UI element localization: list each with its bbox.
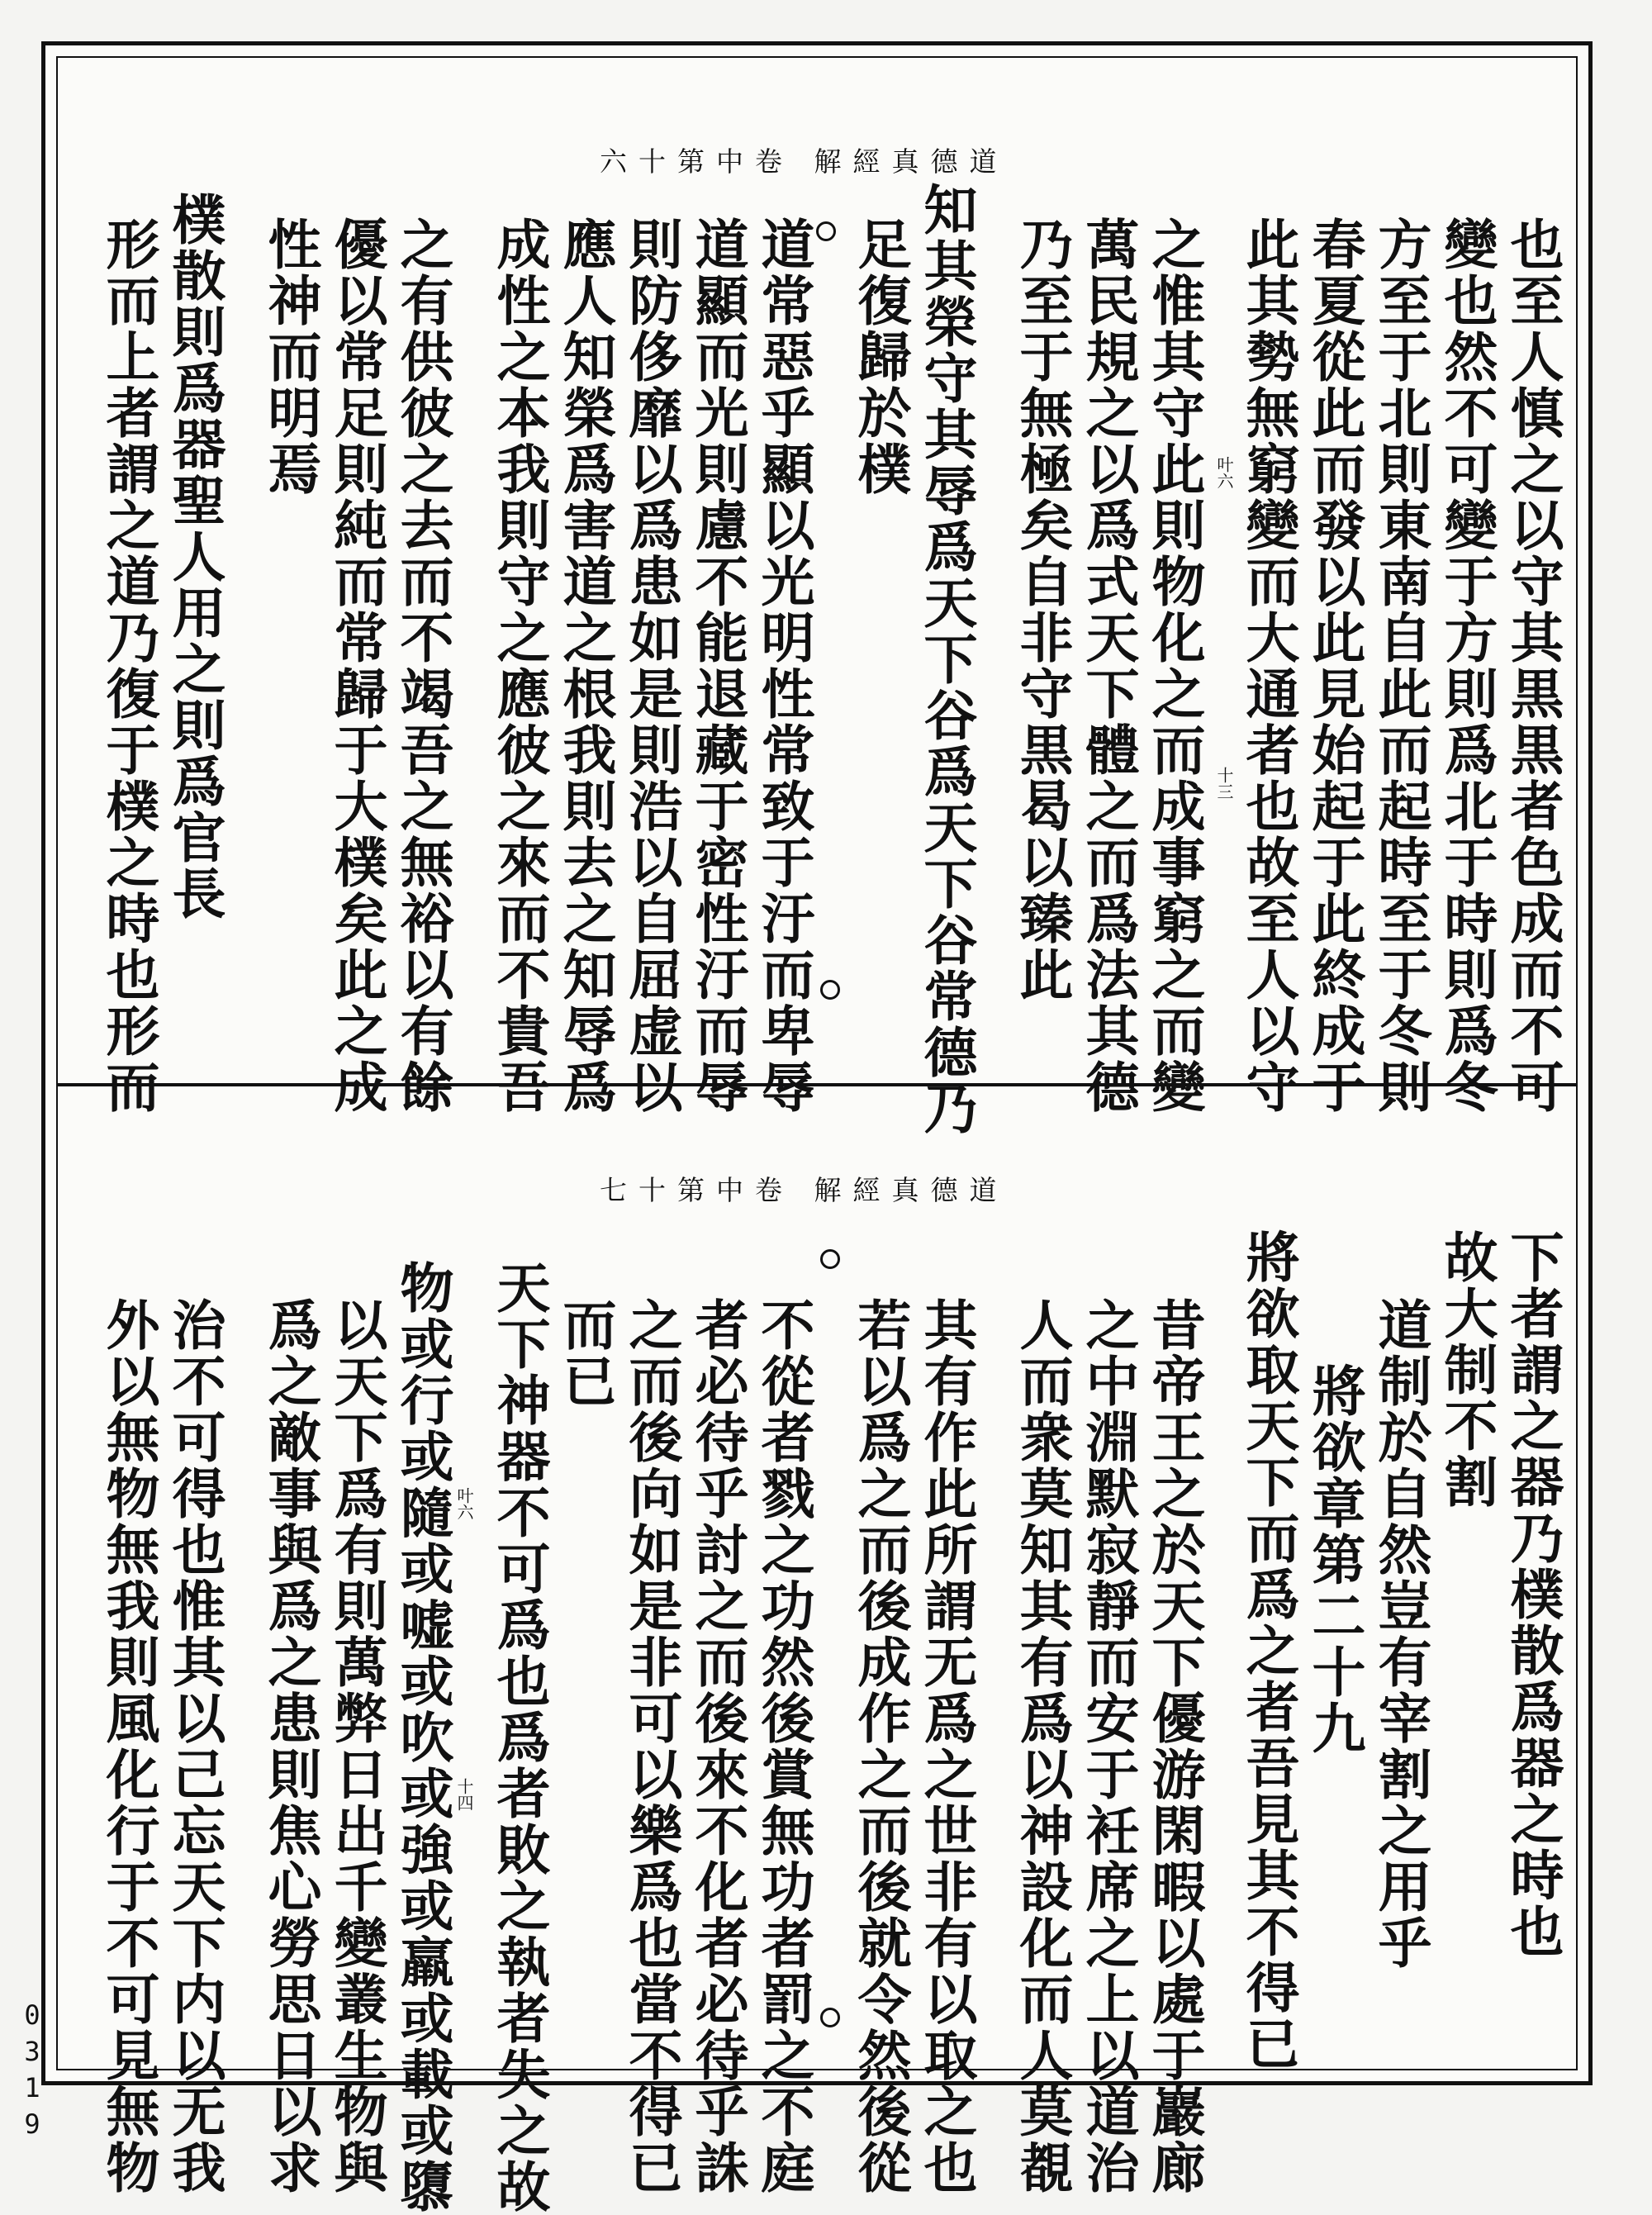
text-column: 道常惡乎顯以光明性常致于汙而卑辱 [752, 216, 814, 1115]
text-column: 物或行或隨或嘘或吹或強或羸或載或隳 [391, 1260, 453, 2215]
marginal-note: 十四 [454, 1778, 474, 1811]
circle-marker [820, 1249, 840, 1269]
text-column: 之有供彼之去而不竭吾之無裕以有餘 [391, 216, 453, 1115]
running-header-bottom: 道德真經解 卷中第十七 [600, 1174, 1009, 1206]
text-column: 樸散則爲器聖人用之則爲官長 [163, 192, 225, 922]
text-column: 以天下爲有則萬弊日出千變叢生物與 [325, 1297, 387, 2196]
circle-marker [816, 221, 836, 241]
text-column: 也至人慎之以守其黒黒者色成而不可 [1501, 216, 1564, 1115]
text-column: 昔帝王之於天下優游閑暇以處于巖廊 [1142, 1297, 1205, 2196]
circle-marker [820, 980, 840, 1000]
text-column: 形而上者謂之道乃復于樸之時也形而 [97, 216, 159, 1115]
text-column: 足復歸於樸 [848, 216, 911, 497]
text-column: 外以無物無我則風化行于不可見無物 [97, 1297, 159, 2196]
text-column: 之惟其守此則物化之而成事窮之而變 [1142, 216, 1205, 1115]
text-column: 之中淵默寂靜而安于衽席之上以道治 [1076, 1297, 1139, 2196]
text-column: 下者謂之器乃樸散爲器之時也 [1501, 1229, 1564, 1960]
marginal-note: 十三 [1214, 767, 1234, 800]
circle-marker [820, 2008, 840, 2027]
text-column: 治不可得也惟其以己忘天下内以无我 [163, 1297, 225, 2196]
text-column: 而已 [553, 1297, 616, 1409]
text-column: 道顯而光則慮不能退藏于密性汙而辱 [686, 216, 748, 1115]
text-column: 應人知榮爲害道之根我則去之知辱爲 [553, 216, 616, 1115]
text-column: 萬民規之以爲式天下體之而爲法其德 [1076, 216, 1139, 1115]
text-column: 天下神器不可爲也爲者敗之執者失之故 [487, 1260, 550, 2215]
text-column: 若以爲之而後成作之而後就令然後從 [848, 1297, 911, 2196]
text-column: 其有作此所謂无爲之世非有以取之也 [914, 1297, 977, 2196]
text-column: 乃至于無極矣自非守黒曷以臻此 [1010, 216, 1073, 1003]
page-number: 0319 [17, 1999, 48, 2145]
text-column: 變也然不可變于方則爲北于時則爲冬 [1435, 216, 1498, 1115]
text-column: 成性之本我則守之應彼之來而不貴吾 [487, 216, 550, 1115]
text-column: 則防侈靡以爲患如是則浩以自屈虚以 [620, 216, 682, 1115]
text-column: 此其勢無窮變而大通者也故至人以守 [1237, 216, 1299, 1115]
text-column: 者必待乎討之而後來不化者必待乎誅 [686, 1297, 748, 2196]
text-column: 知其榮守其辱爲天下谷爲天下谷常德乃 [914, 182, 977, 1137]
text-column: 道制於自然豈有宰割之用乎 [1369, 1297, 1431, 1971]
running-header-top: 道德真經解 卷中第十六 [600, 145, 1009, 178]
text-column: 不從者戮之功然後賞無功者罰之不庭 [752, 1297, 814, 2196]
text-column: 春夏從此而發以此見始起于此終成于 [1303, 216, 1365, 1115]
text-column: 優以常足則純而常歸于大樸矣此之成 [325, 216, 387, 1115]
text-column: 人而衆莫知其有爲以神設化而人莫覩 [1010, 1297, 1073, 2196]
text-column: 之而後向如是非可以樂爲也當不得已 [620, 1297, 682, 2196]
text-column: 故大制不割 [1435, 1229, 1498, 1510]
text-column: 將欲章第二十九 [1303, 1363, 1365, 1756]
text-column: 爲之敵事與爲之患則焦心勞思日以求 [259, 1297, 321, 2196]
marginal-note: 叶六 [454, 1487, 474, 1520]
text-column: 性神而明焉 [259, 216, 321, 497]
text-column: 方至于北則東南自此而起時至于冬則 [1369, 216, 1431, 1115]
text-column: 將欲取天下而爲之者吾見其不得已 [1237, 1229, 1299, 2072]
marginal-note: 叶六 [1214, 456, 1234, 489]
